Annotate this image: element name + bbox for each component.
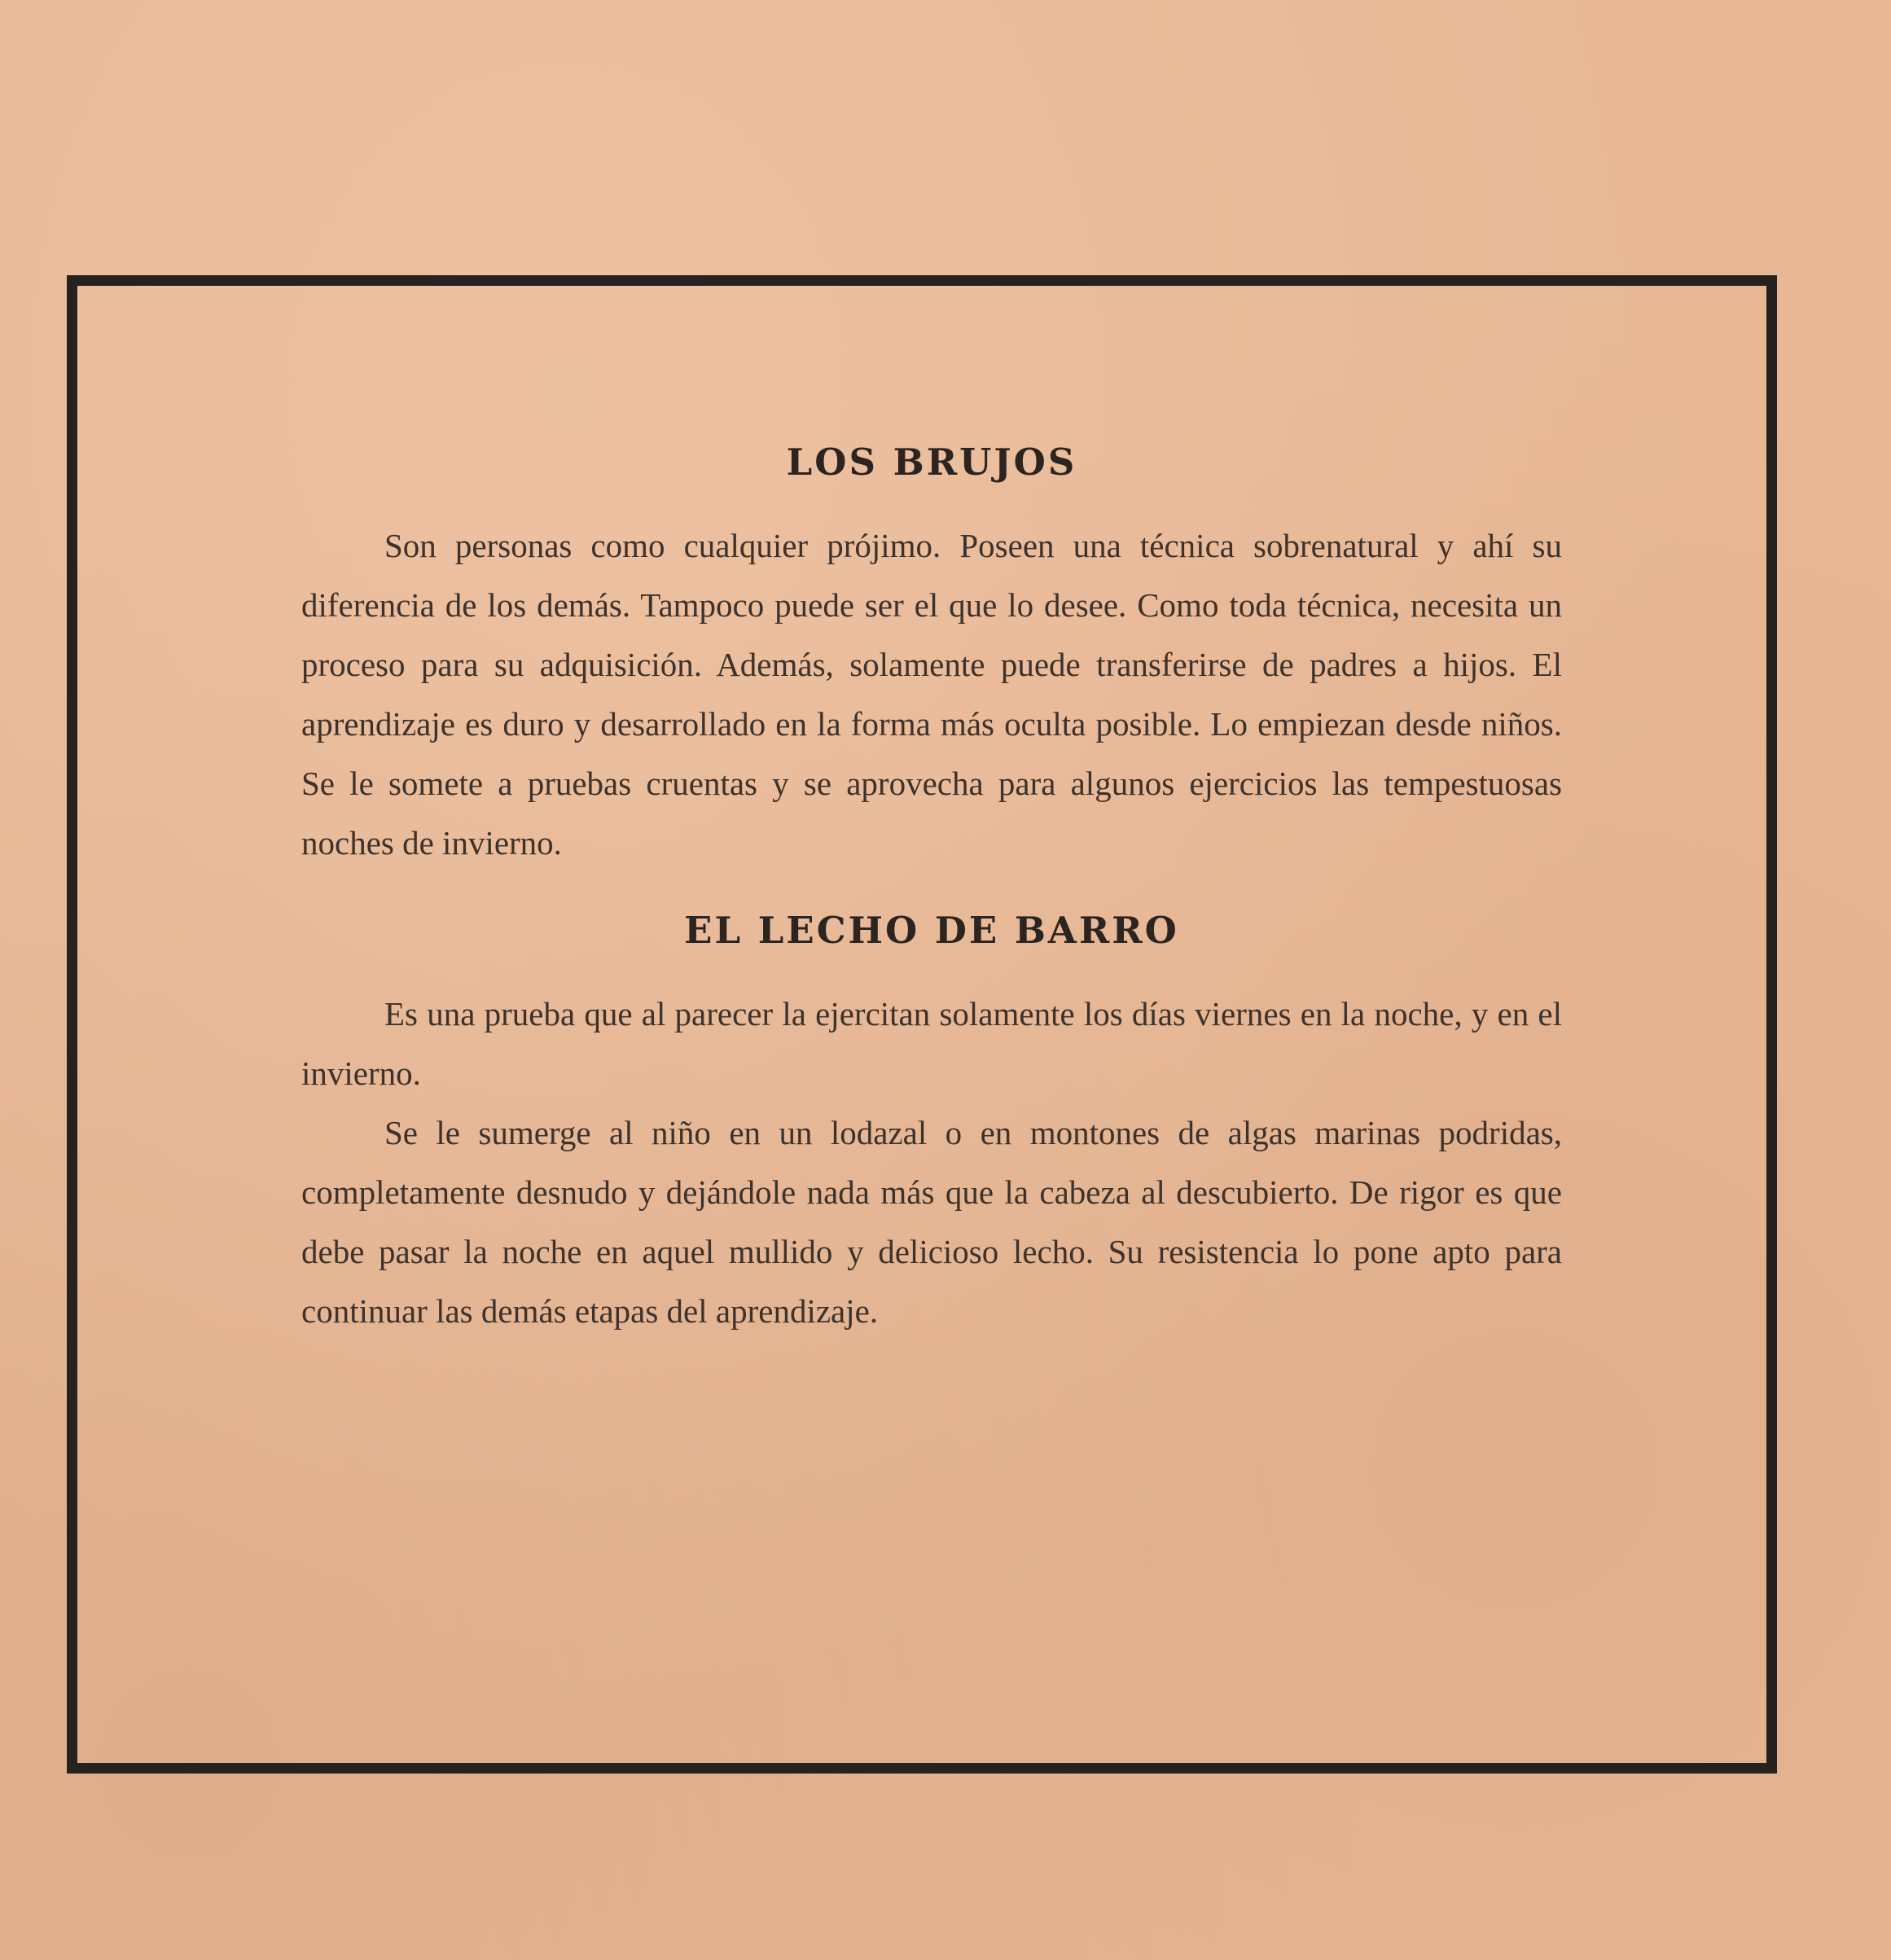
section-heading-el-lecho-de-barro: EL LECHO DE BARRO — [684, 909, 1179, 952]
paragraph-lecho-1: Es una prueba que al parecer la ejercitan solamente los días viernes en la noche, y en el invierno. — [301, 995, 1562, 1092]
paragraph-los-brujos: Son personas como cualquier prójimo. Poseen una técnica sobrenatural y ahí su diferencia de los demás. Tampoco puede ser el que lo desee. Como toda técnica, necesita un proceso para su adquisición. Además, solamente puede transferirse de padres a hijos. El aprendizaje es duro y desarrollado en la forma más oculta posible. Lo empiezan desde niños. Se le somete a pruebas cruentas y se aprovecha para algunos ejercicios las tempestuosas noches de invierno. — [301, 527, 1562, 862]
paragraph-lecho-2: Se le sumerge al niño en un lodazal o en montones de algas marinas podridas, completamente desnudo y dejándole nada más que la cabeza al descubierto. De rigor es que debe pasar la noche en aquel mullido y delicioso lecho. Su resistencia lo pone apto para continuar las demás etapas del aprendizaje. — [301, 1114, 1562, 1330]
page-content — [301, 441, 1562, 1341]
section-heading-los-brujos: LOS BRUJOS — [786, 441, 1077, 484]
